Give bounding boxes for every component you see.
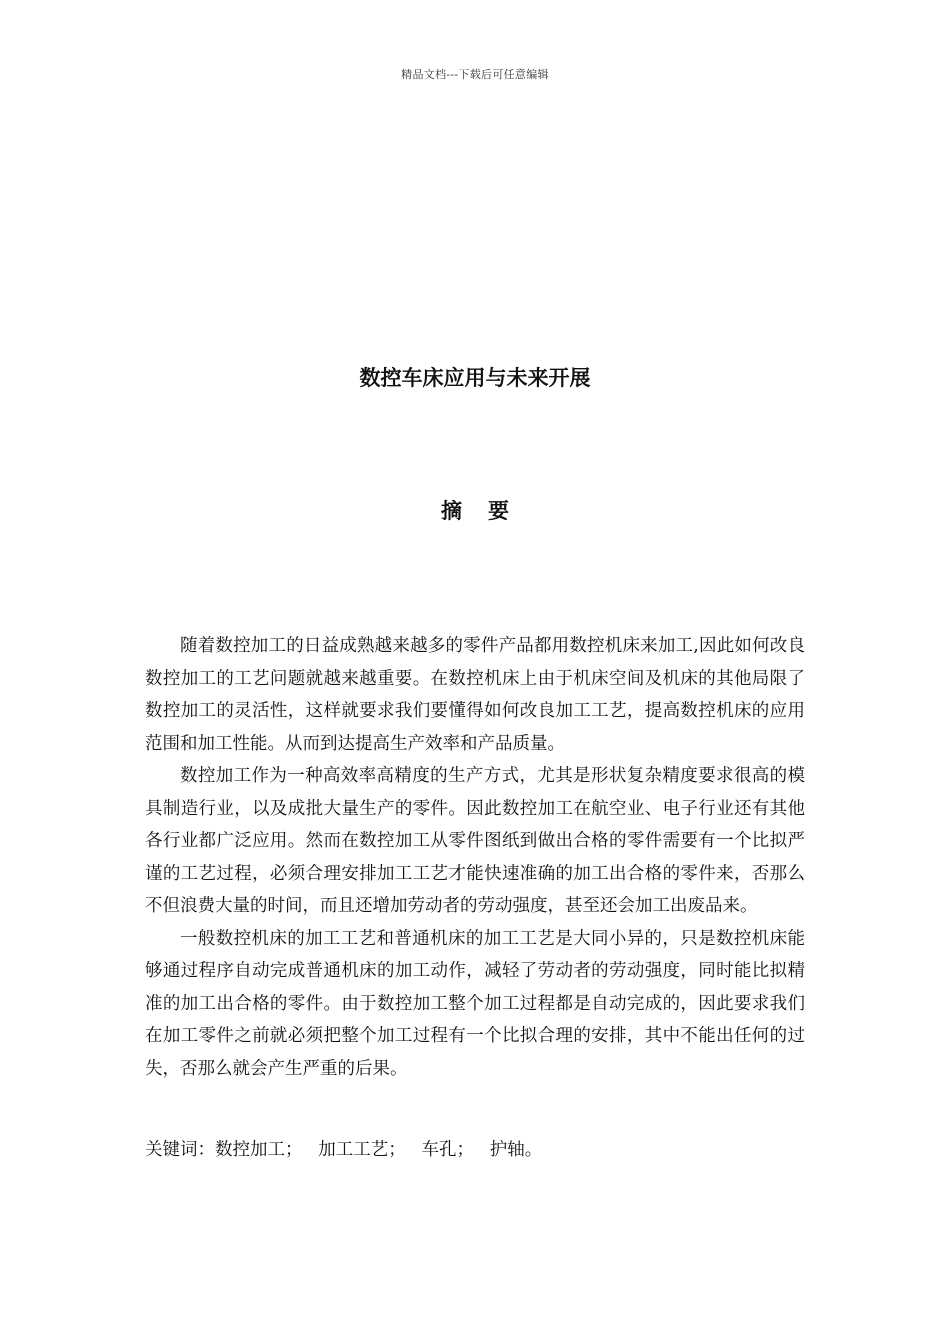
abstract-paragraph-2: 数控加工作为一种高效率高精度的生产方式，尤其是形状复杂精度要求很高的模具制造行业，以及成批大量生产的零件。因此数控加工在航空业、电子行业还有其他各行业都广泛应用。然而在数控加工从零件图纸到做出合格的零件需要有一个比拟严谨的工艺过程，必须合理安排加工工艺才能快速准确的加工出合格的零件来，否那么不但浪费大量的时间，而且还增加劳动者的劳动强度，甚至还会加工出废品来。 bbox=[145, 766, 805, 916]
header-note: 精品文档---下载后可任意编辑 bbox=[401, 68, 549, 81]
keyword-item: 数控加工； bbox=[215, 1140, 303, 1160]
keyword-item: 护轴。 bbox=[489, 1140, 543, 1160]
keyword-item: 车孔； bbox=[421, 1140, 474, 1160]
keyword-item: 加工工艺； bbox=[318, 1140, 406, 1160]
abstract-paragraph-1: 随着数控加工的日益成熟越来越多的零件产品都用数控机床来加工,因此如何改良数控加工的工艺问题就越来越重要。在数控机床上由于机床空间及机床的其他局限了数控加工的灵活性，这样就要求我们要懂得如何改良加工工艺，提高数控机床的应用范围和加工性能。从而到达提高生产效率和产品质量。 bbox=[145, 636, 805, 754]
abstract-body bbox=[145, 630, 805, 1085]
document-title: 数控车床应用与未来开展 bbox=[359, 366, 591, 390]
keywords-label: 关键词： bbox=[145, 1140, 215, 1160]
keywords-line bbox=[145, 1134, 805, 1166]
abstract-heading: 摘要 bbox=[441, 499, 535, 523]
abstract-paragraph-3: 一般数控机床的加工工艺和普通机床的加工工艺是大同小异的，只是数控机床能够通过程序自动完成普通机床的加工动作，减轻了劳动者的劳动强度，同时能比拟精准的加工出合格的零件。由于数控加工整个加工过程都是自动完成的，因此要求我们在加工零件之前就必须把整个加工过程有一个比拟合理的安排，其中不能出任何的过失，否那么就会产生严重的后果。 bbox=[145, 928, 805, 1079]
